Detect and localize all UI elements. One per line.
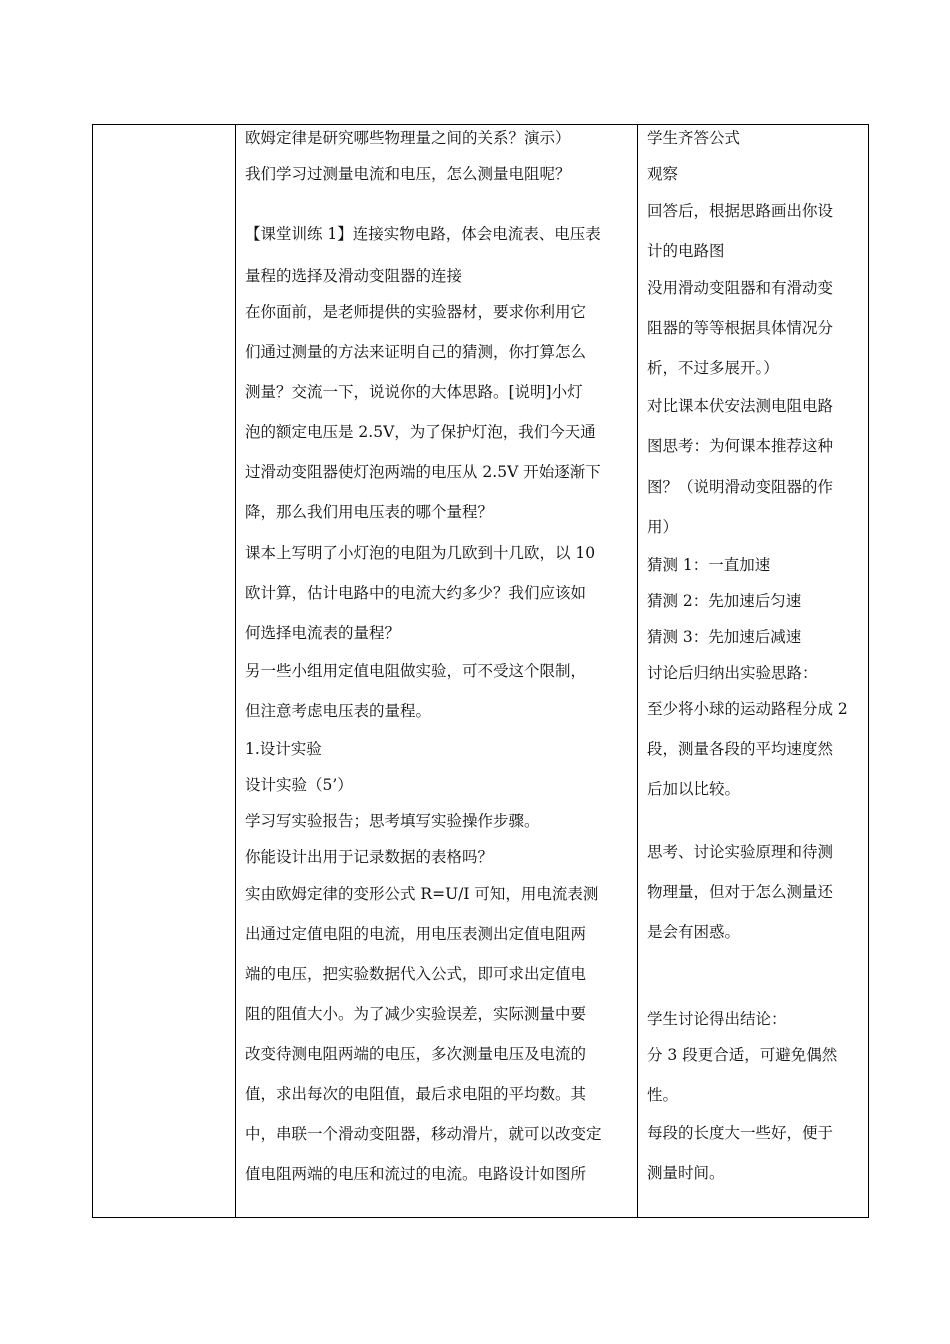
text-line: 但注意考虑电压表的量程。 [245, 702, 432, 720]
text-line: 物理量，但对于怎么测量还 [647, 883, 834, 901]
text-line: 用） [647, 518, 679, 536]
text-line: 观察 [647, 165, 679, 183]
text-line: 实由欧姆定律的变形公式 R=U/I 可知，用电流表测 [245, 885, 599, 903]
text-line: 对比课本伏安法测电阻电路 [647, 397, 834, 415]
text-line: 值电阻两端的电压和流过的电流。电路设计如图所 [245, 1165, 587, 1183]
text-line: 猜测 1：一直加速 [647, 556, 771, 574]
text-line: 学生讨论得出结论： [647, 1010, 787, 1028]
right-column-cell [638, 125, 870, 1217]
text-line: 是会有困惑。 [647, 923, 741, 941]
text-line: 后加以比较。 [647, 780, 741, 798]
text-line: 段，测量各段的平均速度然 [647, 740, 834, 758]
text-line: 值，求出每次的电阻值，最后求电阻的平均数。其 [245, 1085, 587, 1103]
text-line: 分 3 段更合适，可避免偶然 [647, 1046, 838, 1064]
text-line: 【课堂训练 1】连接实物电路，体会电流表、电压表 [245, 225, 601, 243]
text-line: 1.设计实验 [245, 740, 322, 758]
text-line: 过滑动变阻器使灯泡两端的电压从 2.5V 开始逐渐下 [245, 463, 601, 481]
text-line: 另一些小组用定值电阻做实验，可不受这个限制， [245, 662, 587, 680]
text-line: 测量时间。 [647, 1164, 725, 1182]
text-line: 中，串联一个滑动变阻器，移动滑片，就可以改变定 [245, 1125, 602, 1143]
text-line: 降，那么我们用电压表的哪个量程？ [245, 503, 494, 521]
text-line: 在你面前，是老师提供的实验器材，要求你利用它 [245, 303, 587, 321]
text-line: 图？（说明滑动变阻器的作 [647, 478, 834, 496]
middle-column-cell [236, 125, 638, 1217]
text-line: 阻的阻值大小。为了减少实验误差，实际测量中要 [245, 1005, 587, 1023]
text-line: 们通过测量的方法来证明自己的猜测，你打算怎么 [245, 343, 587, 361]
text-line: 阻器的等等根据具体情况分 [647, 319, 834, 337]
text-line: 课本上写明了小灯泡的电阻为几欧到十几欧，以 10 [245, 544, 596, 562]
text-line: 改变待测电阻两端的电压，多次测量电压及电流的 [245, 1045, 587, 1063]
text-line: 回答后，根据思路画出你设 [647, 202, 834, 220]
text-line: 析，不过多展开。） [647, 359, 779, 377]
text-line: 性。 [647, 1086, 679, 1104]
text-line: 计的电路图 [647, 242, 725, 260]
text-line: 猜测 2：先加速后匀速 [647, 592, 802, 610]
text-line: 没用滑动变阻器和有滑动变 [647, 279, 834, 297]
text-line: 出通过定值电阻的电流，用电压表测出定值电阻两 [245, 925, 587, 943]
text-line: 欧姆定律是研究哪些物理量之间的关系？演示） [245, 129, 571, 147]
text-line: 设计实验（5’） [245, 776, 353, 794]
text-line: 何选择电流表的量程？ [245, 624, 401, 642]
text-line: 至少将小球的运动路程分成 2 [647, 700, 848, 718]
text-line: 欧计算，估计电路中的电流大约多少？我们应该如 [245, 584, 587, 602]
text-line: 你能设计出用于记录数据的表格吗？ [245, 848, 494, 866]
text-line: 端的电压，把实验数据代入公式，即可求出定值电 [245, 965, 587, 983]
lesson-table [92, 124, 869, 1218]
text-line: 测量？交流一下，说说你的大体思路。[说明]小灯 [245, 383, 583, 401]
left-column-cell [93, 125, 236, 1217]
text-line: 讨论后归纳出实验思路： [647, 664, 818, 682]
text-line: 我们学习过测量电流和电压，怎么测量电阻呢？ [245, 165, 571, 183]
text-line: 学生齐答公式 [647, 129, 741, 147]
text-line: 泡的额定电压是 2.5V，为了保护灯泡，我们今天通 [245, 423, 596, 441]
text-line: 学习写实验报告；思考填写实验操作步骤。 [245, 812, 540, 830]
text-line: 思考、讨论实验原理和待测 [647, 843, 834, 861]
text-line: 猜测 3：先加速后减速 [647, 628, 802, 646]
text-line: 量程的选择及滑动变阻器的连接 [245, 267, 463, 285]
text-line: 每段的长度大一些好，便于 [647, 1124, 834, 1142]
text-line: 图思考：为何课本推荐这种 [647, 437, 834, 455]
